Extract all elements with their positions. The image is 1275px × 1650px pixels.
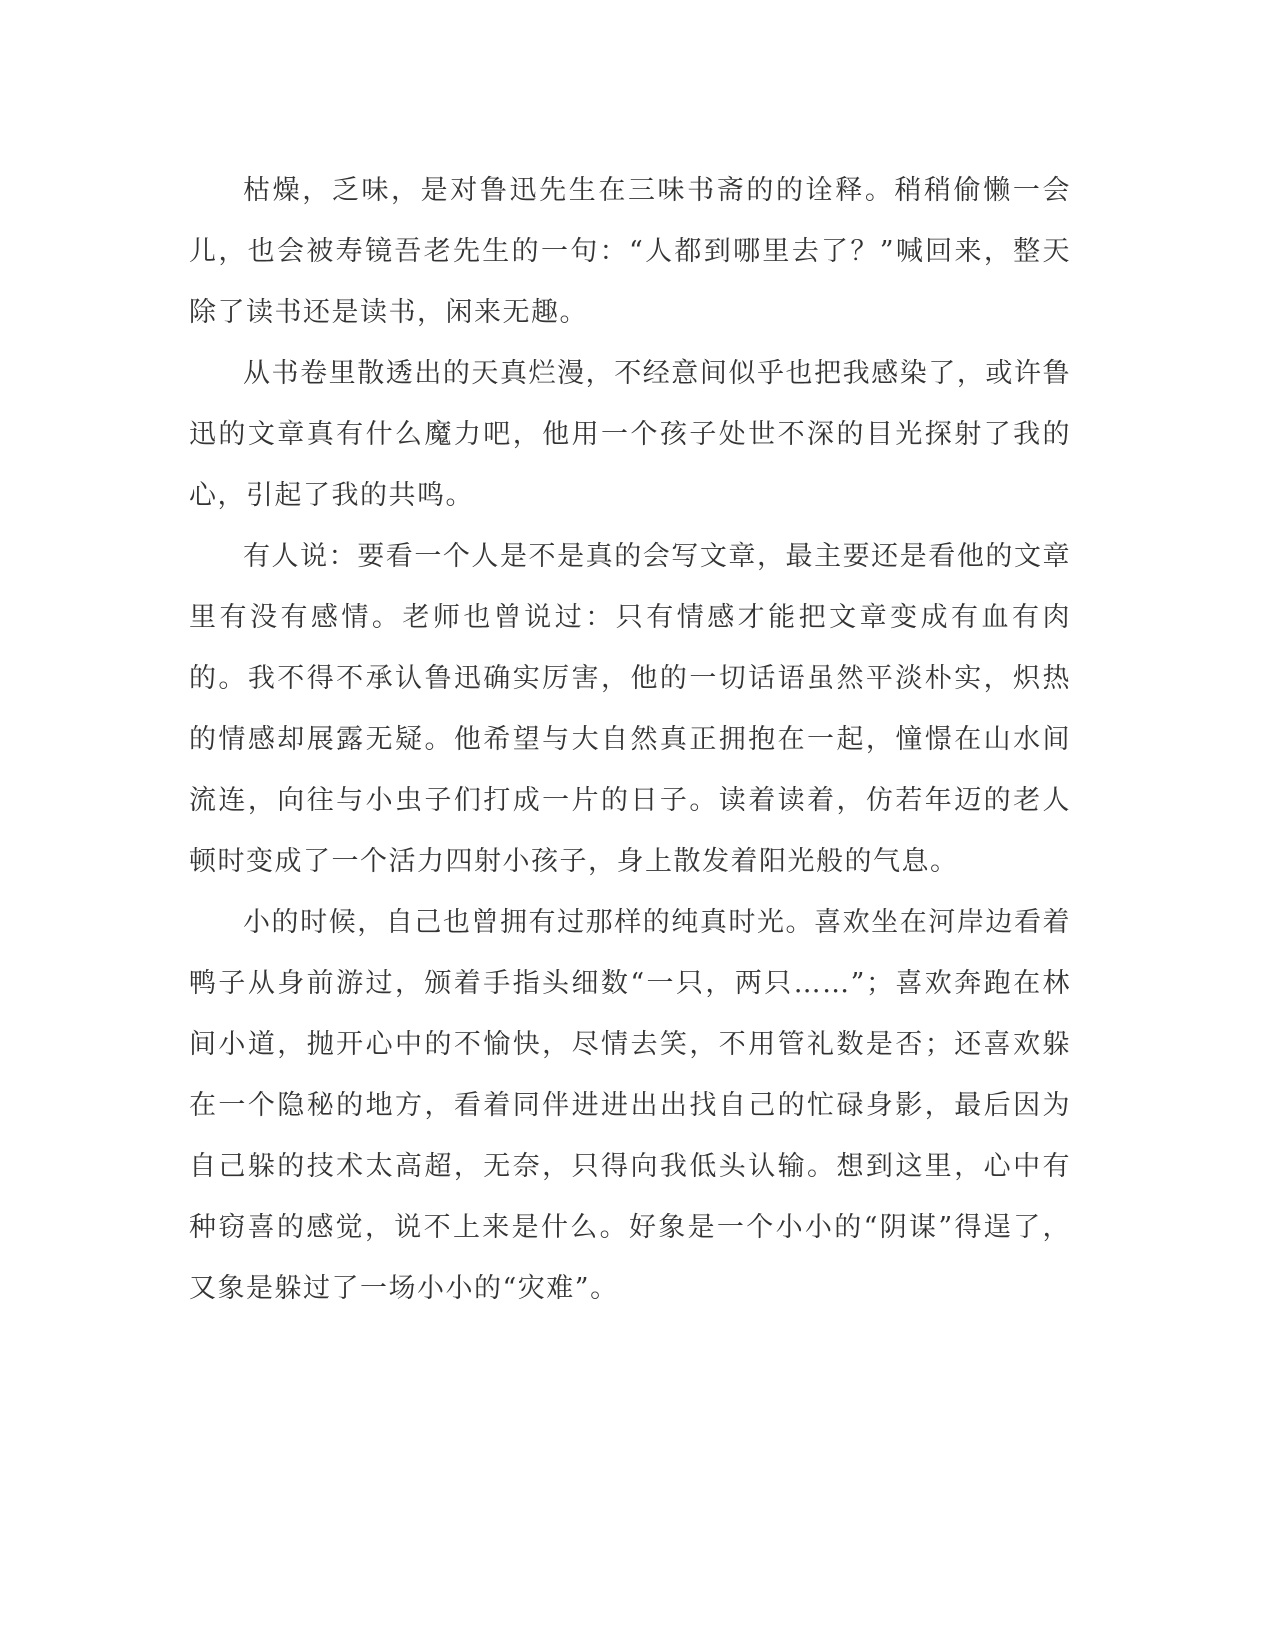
paragraph-2: 从书卷里散透出的天真烂漫，不经意间似乎也把我感染了，或许鲁迅的文章真有什么魔力吧，他用一个孩子处世不深的目光探射了我的心，引起了我的共鸣。 — [189, 358, 1071, 511]
article-body — [189, 160, 1071, 1319]
paragraph-3: 有人说：要看一个人是不是真的会写文章，最主要还是看他的文章里有没有感情。老师也曾说过：只有情感才能把文章变成有血有肉的。我不得不承认鲁迅确实厉害，他的一切话语虽然平淡朴实，炽热的情感却展露无疑。他希望与大自然真正拥抱在一起，憧憬在山水间流连，向往与小虫子们打成一片的日子。读着读着，仿若年迈的老人顿时变成了一个活力四射小孩子，身上散发着阳光般的气息。 — [189, 541, 1071, 877]
paragraph-1: 枯燥，乏味，是对鲁迅先生在三味书斋的的诠释。稍稍偷懒一会儿，也会被寿镜吾老先生的一句：“人都到哪里去了？”喊回来，整天除了读书还是读书，闲来无趣。 — [189, 175, 1071, 328]
paragraph-4: 小的时候，自己也曾拥有过那样的纯真时光。喜欢坐在河岸边看着鸭子从身前游过，颁着手指头细数“一只，两只……”；喜欢奔跑在林间小道，抛开心中的不愉快，尽情去笑，不用管礼数是否；还喜欢躲在一个隐秘的地方，看着同伴进进出出找自己的忙碌身影，最后因为自己躲的技术太高超，无奈，只得向我低头认输。想到这里，心中有种窃喜的感觉，说不上来是什么。好象是一个小小的“阴谋”得逞了，又象是躲过了一场小小的“灾难”。 — [189, 907, 1071, 1304]
